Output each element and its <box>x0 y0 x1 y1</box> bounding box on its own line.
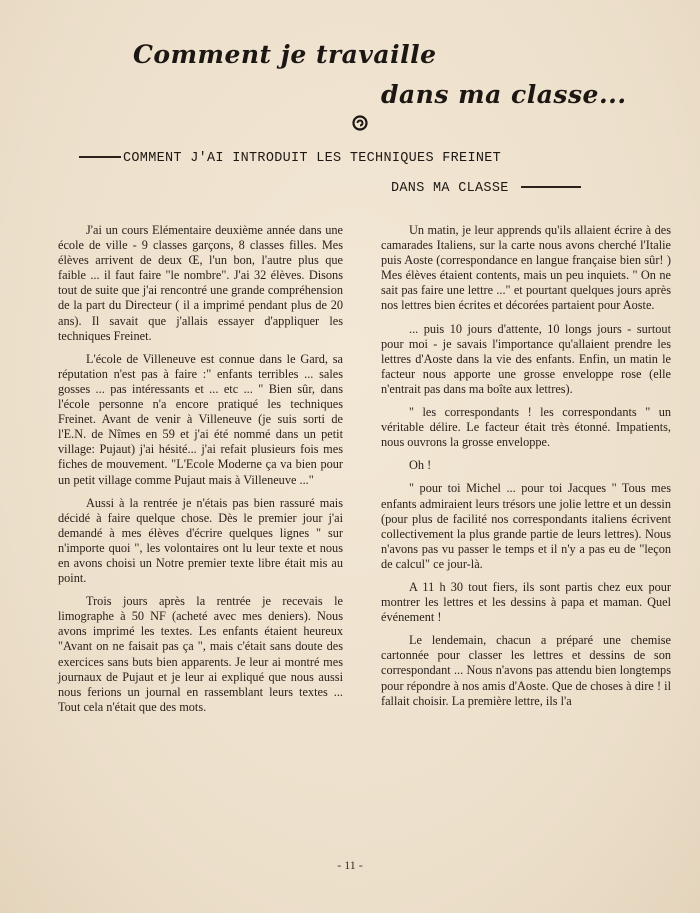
paragraph: Trois jours après la rentrée je recevais le limographe à 50 NF (acheté avec mes deniers). Nous avons imprimé les textes. Les enfants étaient heureux "Avant on ne faisait pas ça ", mais c'était sans doute des exercices sans buts bien apparents. Je leur ai montré mes journaux de Pujaut et je leur ai expliqué que nous aussi nous ferions un journal en rassemblant leurs textes ... Tout cela n'était que des mots. <box>58 594 343 714</box>
paragraph: L'école de Villeneuve est connue dans le Gard, sa réputation n'est pas à faire :" enfants terribles ... sales gosses ... pas intéressants et ... etc ... " Bien sûr, dans l'école personne n'a encore pratiqué les techniques Freinet. Avant de venir à Villeneuve (je suis sorti de l'E.N. de Nîmes en 59 et j'ai été nommé dans un petit village: Pujaut) j'ai hésité... j'ai refait plusieurs fois mes fiches de mouvement. "L'Ecole Moderne ça va bien pour un petit village comme Pujaut mais à Villeneuve ..." <box>58 351 343 487</box>
title-line-1: Comment je travaille <box>133 40 437 69</box>
section-heading-line-1 <box>79 151 501 166</box>
paragraph: " pour toi Michel ... pour toi Jacques " Tous mes enfants admiraient leurs trésors une jolie lettre et un dessin (pour plus de facilité nos correspondants italiens écrivent collectivement la plus grande partie de leurs lettres). Nous n'avons pas vu passer le temps et il n'y a pas eu de "leçon de calcul" ce jour-là. <box>381 481 671 571</box>
paragraph: Un matin, je leur apprends qu'ils allaient écrire à des camarades Italiens, sur la carte nous avons cherché l'Italie puis Aoste (correspondance en langue française bien sûr! ) Mes élèves étaient contents, mais un peu inquiets. " On ne sait pas faire une lettre ..." et pourtant quelques jours après nos lettres bien écrites et décorées partaient pour Aoste. <box>381 223 671 313</box>
paragraph: Le lendemain, chacun a préparé une chemise cartonnée pour classer les lettres et dessins de son correspondant ... Nous n'avons pas attendu bien longtemps pour répondre à nos amis d'Aoste. Que de choses à dire ! il fallait choisir. La première lettre, ils l'a <box>381 633 671 708</box>
paragraph: ... puis 10 jours d'attente, 10 longs jours - surtout pour moi - je savais l'importance qu'allaient prendre les lettres d'Aoste dans la vie des enfants. Enfin, un matin le facteur nous apporte une grosse enveloppe rose (elle n'entrait pas dans ma boîte aux lettres). <box>381 321 671 396</box>
paragraph: Aussi à la rentrée je n'étais pas bien rassuré mais décidé à faire quelque chose. Dès le premier jour j'ai demandé à mes élèves d'écrire quelques lignes " sur n'importe quoi ", les volontaires ont lu leur texte et nous en avons choisi un Notre premier texte libre était mis au point. <box>58 495 343 586</box>
heading-text-1: COMMENT J'AI INTRODUIT LES TECHNIQUES FREINET <box>123 151 502 166</box>
paragraph: Oh ! <box>409 458 432 473</box>
heading-rule-left <box>79 156 121 158</box>
paragraph: J'ai un cours Elémentaire deuxième année dans une école de ville - 9 classes garçons, 8 classes filles. Mes élèves arrivent de deux Œ, l'un bon, l'autre plus que faible ... il faut faire "le nombre". J'ai 32 élèves. Disons tout de suite que j'ai rencontré une grande compréhension de la part du Directeur ( il a imprimé pendant plus de 20 ans). Il savait que j'allais essayer d'appliquer les techniques Freinet. <box>58 223 343 343</box>
section-heading-line-2 <box>391 181 581 196</box>
page-number: - 11 - <box>337 858 363 872</box>
heading-text-2: DANS MA CLASSE <box>391 181 509 196</box>
left-column <box>58 223 343 723</box>
spiral-ornament-icon <box>352 115 368 131</box>
paragraph: " les correspondants ! les correspondants " un véritable délire. Le facteur était très étonné. Impatients, nous ouvrons la grosse enveloppe. <box>381 405 671 450</box>
heading-rule-right <box>521 186 581 188</box>
right-column <box>381 223 671 717</box>
paragraph: A 11 h 30 tout fiers, ils sont partis chez eux pour montrer les lettres et les dessins à papa et maman. Quel événement ! <box>381 579 671 625</box>
title-line-2: dans ma classe... <box>381 80 627 109</box>
